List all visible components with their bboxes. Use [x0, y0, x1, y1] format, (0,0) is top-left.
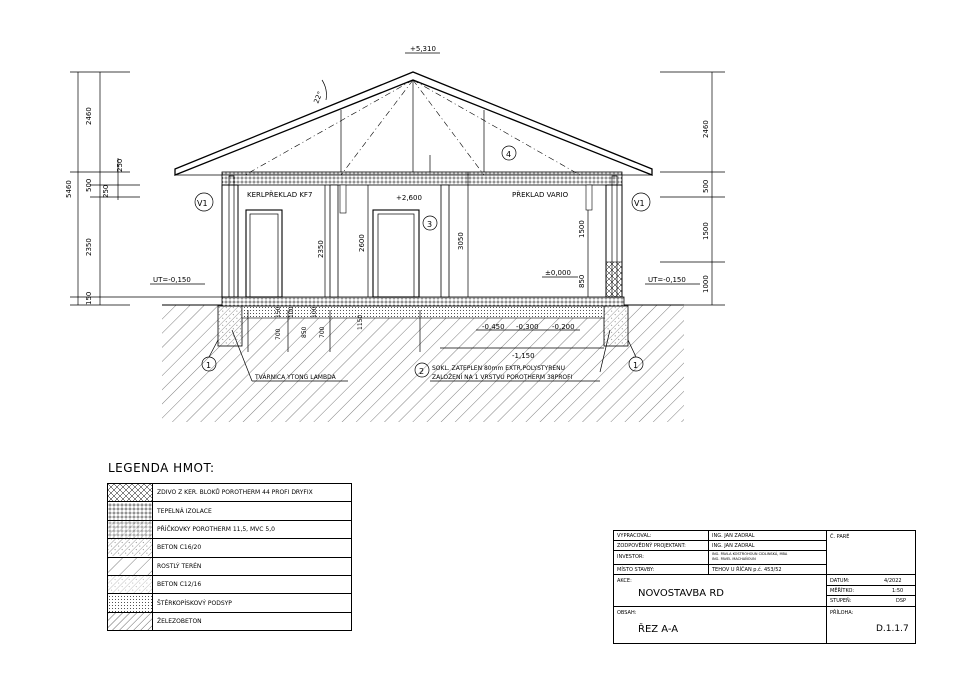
concrete2-swatch	[108, 576, 152, 593]
svg-text:850: 850	[578, 274, 586, 288]
svg-text:1000: 1000	[702, 275, 710, 293]
elevation-ground-left: UT=-0,150	[153, 276, 191, 284]
svg-text:500: 500	[702, 179, 710, 193]
door-middle	[373, 210, 419, 297]
svg-text:500: 500	[85, 178, 93, 192]
svg-text:1150: 1150	[357, 314, 364, 330]
svg-text:700: 700	[319, 326, 326, 338]
meritko-value: 1:50	[892, 588, 904, 594]
svg-text:-1,150: -1,150	[512, 352, 535, 360]
partition-2	[441, 185, 449, 297]
wall-left	[222, 185, 238, 297]
akce-value: NOVOSTAVBA RD	[638, 588, 724, 599]
obsah-value: ŘEZ A-A	[638, 624, 679, 635]
datum-label: DATUM:	[830, 578, 850, 584]
svg-text:250: 250	[116, 158, 124, 172]
svg-text:-0,300: -0,300	[516, 323, 539, 331]
datum-value: 4/2022	[884, 578, 902, 584]
misto-label: MÍSTO STAVBY:	[617, 567, 655, 573]
lintel-right-label: PŘEKLAD VARIO	[512, 191, 569, 199]
stupen-label: STUPEŇ:	[830, 598, 852, 604]
legend-row: BETON C12/16	[108, 575, 352, 593]
svg-text:2460: 2460	[702, 120, 710, 138]
insulation-swatch	[108, 503, 152, 520]
partition-swatch	[108, 521, 152, 538]
svg-text:700: 700	[275, 328, 282, 340]
legend-row: TEPELNÁ IZOLACE	[108, 502, 352, 520]
svg-text:250: 250	[102, 184, 110, 198]
svg-text:1500: 1500	[578, 220, 586, 238]
legend-row: BETON C16/20	[108, 539, 352, 557]
svg-text:100: 100	[288, 306, 295, 318]
legend-row: ŽELEZOBETON	[108, 612, 352, 630]
title-block	[613, 530, 916, 644]
brick-label: TVÁRNICA YTONG LAMBDA	[255, 374, 336, 381]
svg-text:5460: 5460	[65, 180, 73, 198]
legend-row: ZDIVO Z KER. BLOKŮ POROTHERM 44 PROFI DRYFIX	[108, 484, 352, 502]
legend-row: ROSTLÝ TERÉN	[108, 557, 352, 575]
legend-row: ŠTĚRKOPÍSKOVÝ PODSYP	[108, 594, 352, 612]
svg-text:100: 100	[311, 306, 318, 318]
elevation-ceiling: +2,600	[396, 194, 422, 202]
obsah-label: OBSAH:	[617, 610, 637, 616]
priloha-value: D.1.1.7	[876, 624, 909, 634]
svg-text:2: 2	[419, 367, 425, 376]
svg-text:2350: 2350	[317, 240, 325, 258]
svg-text:150: 150	[85, 291, 93, 305]
misto-value: TEHOV U ŘÍČAN p.č. 453/52	[712, 567, 782, 573]
elevation-top: +5,310	[410, 45, 436, 53]
legend-row: PŘÍČKOVKY POROTHERM 11,5, MVC 5,0	[108, 520, 352, 538]
svg-text:150: 150	[275, 306, 282, 318]
rc-swatch	[108, 613, 152, 630]
investor-label: INVESTOR:	[617, 554, 644, 560]
roof	[175, 72, 652, 175]
gravel-swatch	[108, 595, 152, 612]
cpare-label: Č. PARÉ	[830, 534, 850, 540]
concrete-swatch	[108, 539, 152, 556]
svg-text:1500: 1500	[702, 222, 710, 240]
investor-value-1: ING. PAVLA KOSTROHOUN CIDLINSKÁ, MBA	[712, 552, 788, 556]
svg-text:2350: 2350	[85, 238, 93, 256]
svg-text:1: 1	[206, 361, 212, 370]
legend-title: LEGENDA HMOT:	[108, 461, 215, 475]
sokl-label-1: SOKL. ZATEPLEN 80mm EXTR.POLYSTYRENU	[432, 365, 566, 372]
svg-text:-0,200: -0,200	[552, 323, 575, 331]
svg-text:2460: 2460	[85, 107, 93, 125]
svg-text:4: 4	[506, 150, 512, 159]
svg-text:3050: 3050	[457, 232, 465, 250]
door-left	[246, 210, 282, 297]
svg-text:22°: 22°	[312, 90, 325, 105]
soil-swatch	[108, 558, 152, 575]
zodp-label: ZODPOVĚDNÝ PROJEKTANT:	[617, 543, 686, 549]
vypracoval-value: ING. JAN ZADRAL	[712, 533, 755, 539]
akce-label: AKCE:	[617, 578, 632, 584]
priloha-label: PŘÍLOHA:	[830, 610, 854, 616]
svg-text:1: 1	[633, 361, 639, 370]
legend-table	[107, 483, 352, 631]
meritko-label: MĚŘÍTKO:	[830, 588, 855, 594]
investor-value-2: ING. PAVEL MACHAŇOUN	[712, 557, 756, 561]
lintel-left-label: KERLPŘEKLAD KF7	[247, 191, 313, 199]
crosshatch-swatch	[108, 484, 152, 501]
svg-text:3: 3	[427, 220, 433, 229]
partition-1	[330, 185, 338, 297]
svg-text:V1: V1	[197, 199, 208, 208]
svg-text:2600: 2600	[358, 234, 366, 252]
svg-text:850: 850	[301, 326, 308, 338]
zodp-value: ING. JAN ZADRAL	[712, 543, 755, 549]
elevation-ground-right: UT=-0,150	[648, 276, 686, 284]
sokl-label-2: ZALOŽENÍ NA 1 VRSTVU POROTHERM 38PROFI	[432, 374, 573, 381]
vypracoval-label: VYPRACOVAL:	[617, 533, 652, 539]
svg-text:-0,450: -0,450	[482, 323, 505, 331]
stupen-value: DSP	[896, 598, 907, 604]
elevation-floor: ±0,000	[545, 269, 571, 277]
svg-text:V1: V1	[634, 199, 645, 208]
